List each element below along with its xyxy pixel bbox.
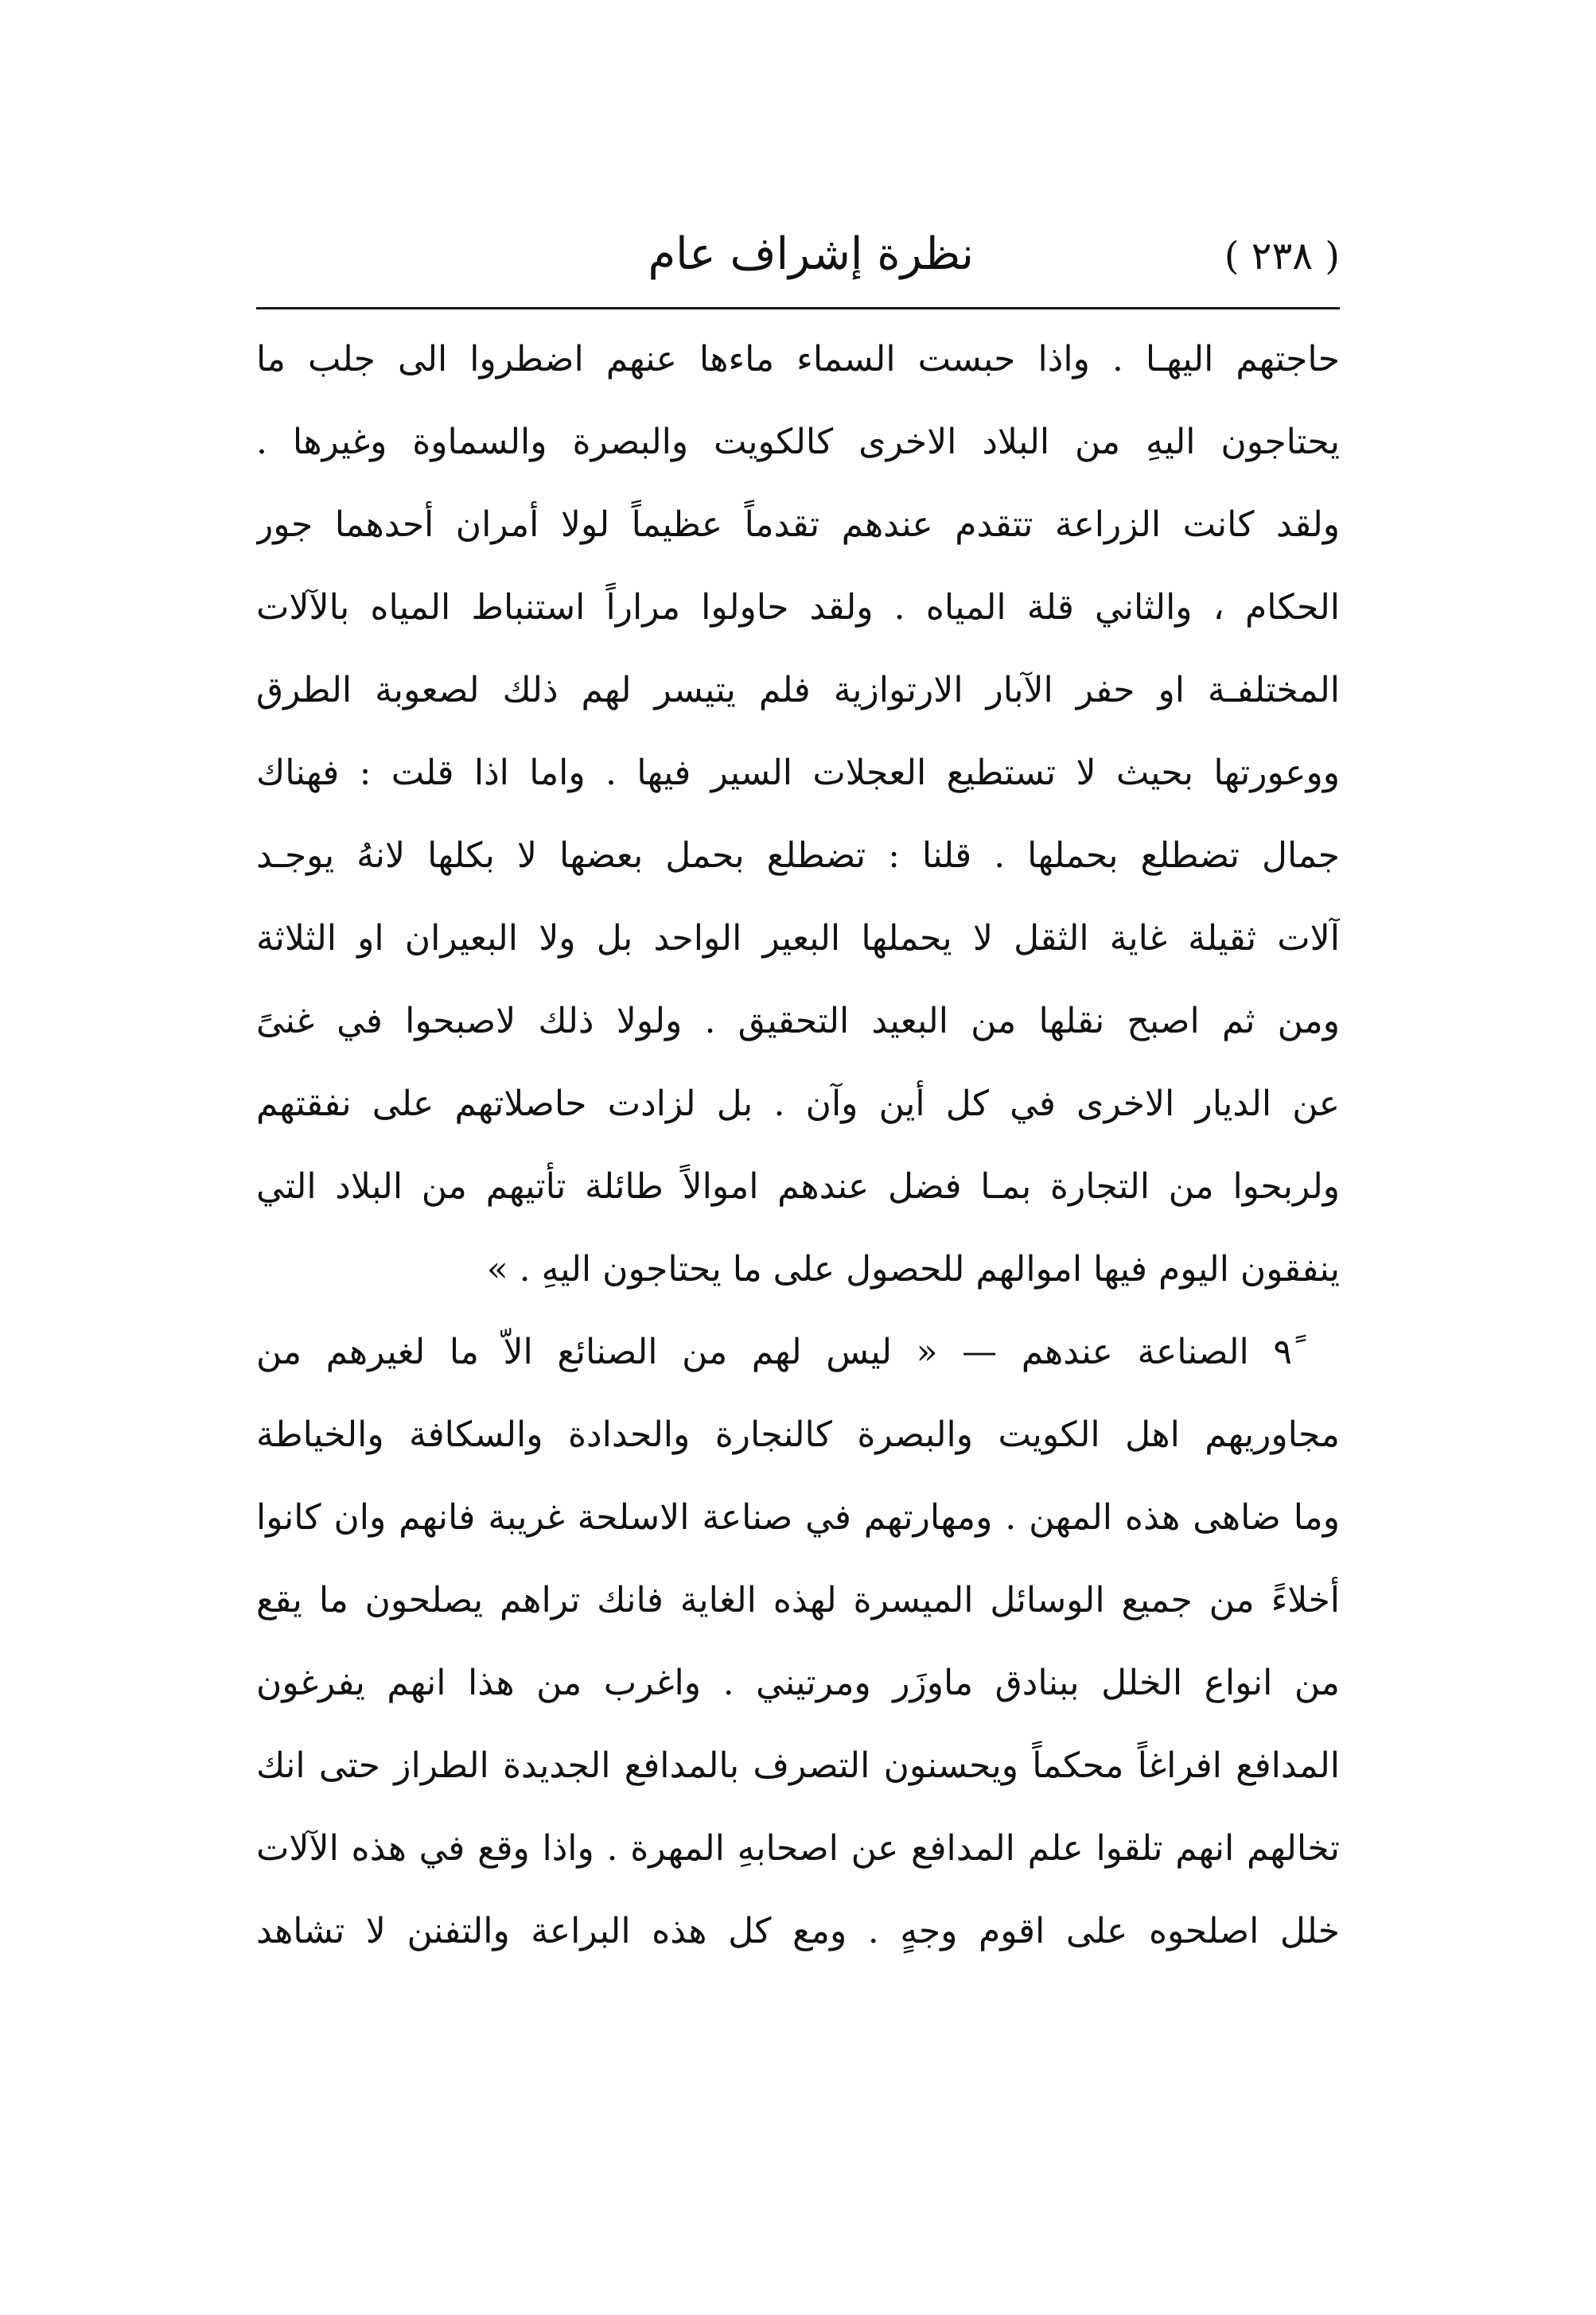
text-line: ولربحوا من التجارة بمـا فضل عندهم اموالاً طائلة تأتيهم من البلاد التي <box>256 1166 1340 1207</box>
body-text <box>256 318 1340 1973</box>
text-line: عن الديار الاخرى في كل أين وآن . بل لزادت حاصلاتهم على نفقتهم <box>256 1084 1340 1124</box>
text-line: أخلاءً من جميع الوسائل الميسرة لهذه الغاية فانك تراهم يصلحون ما يقع <box>256 1580 1340 1620</box>
section-heading-line: ٩ً الصناعة عندهم — « ليس لهم من الصنائع الاّ ما لغيرهم من <box>256 1332 1292 1372</box>
text-line: جمال تضطلع بحملها . قلنا : تضطلع بحمل بعضها لا بكلها لانهُ يوجـد <box>256 835 1340 876</box>
text-line: المدافع افراغاً محكماً ويحسنون التصرف بالمدافع الجديدة الطراز حتى انك <box>256 1745 1340 1786</box>
running-title: نظرة إشراف عام <box>648 228 974 280</box>
text-line: مجاوريهم اهل الكويت والبصرة كالنجارة والحدادة والسكافة والخياطة <box>256 1414 1340 1455</box>
text-line: من انواع الخلل ببنادق ماوزَر ومرتيني . واغرب من هذا انهم يفرغون <box>256 1663 1340 1703</box>
text-line: ومن ثم اصبح نقلها من البعيد التحقيق . ولولا ذلك لاصبحوا في غنىً <box>256 1001 1340 1041</box>
text-line: آلات ثقيلة غاية الثقل لا يحملها البعير الواحد بل ولا البعيران او الثلاثة <box>256 918 1340 959</box>
text-line: ووعورتها بحيث لا تستطيع العجلات السير فيها . واما اذا قلت : فهناك <box>256 753 1340 793</box>
text-line: خلل اصلحوه على اقوم وجهٍ . ومع كل هذه البراعة والتفنن لا تشاهد <box>256 1911 1340 1951</box>
text-line: ولقد كانت الزراعة تتقدم عندهم تقدماً عظيماً لولا أمران أحدهما جور <box>256 504 1340 545</box>
text-line: يحتاجون اليهِ من البلاد الاخرى كالكويت والبصرة والسماوة وغيرها . <box>256 422 1340 462</box>
text-line: وما ضاهى هذه المهن . ومهارتهم في صناعة الاسلحة غريبة فانهم وان كانوا <box>256 1497 1340 1538</box>
page-number: ( ٢٣٨ ) <box>1224 234 1340 278</box>
header-divider <box>256 307 1340 309</box>
text-line: تخالهم انهم تلقوا علم المدافع عن اصحابهِ المهرة . واذا وقع في هذه الآلات <box>256 1828 1340 1869</box>
page-header <box>256 215 1340 302</box>
text-line: المختلفـة او حفر الآبار الارتوازية فلم يتيسر لهم ذلك لصعوبة الطرق <box>256 670 1340 710</box>
text-line: الحكام ، والثاني قلة المياه . ولقد حاولوا مراراً استنباط المياه بالآلات <box>256 587 1340 628</box>
text-line: ينفقون اليوم فيها اموالهم للحصول على ما يحتاجون اليهِ . » <box>486 1249 1340 1290</box>
text-line: حاجتهم اليهـا . واذا حبست السماء ماءها عنهم اضطروا الى جلب ما <box>256 339 1340 379</box>
